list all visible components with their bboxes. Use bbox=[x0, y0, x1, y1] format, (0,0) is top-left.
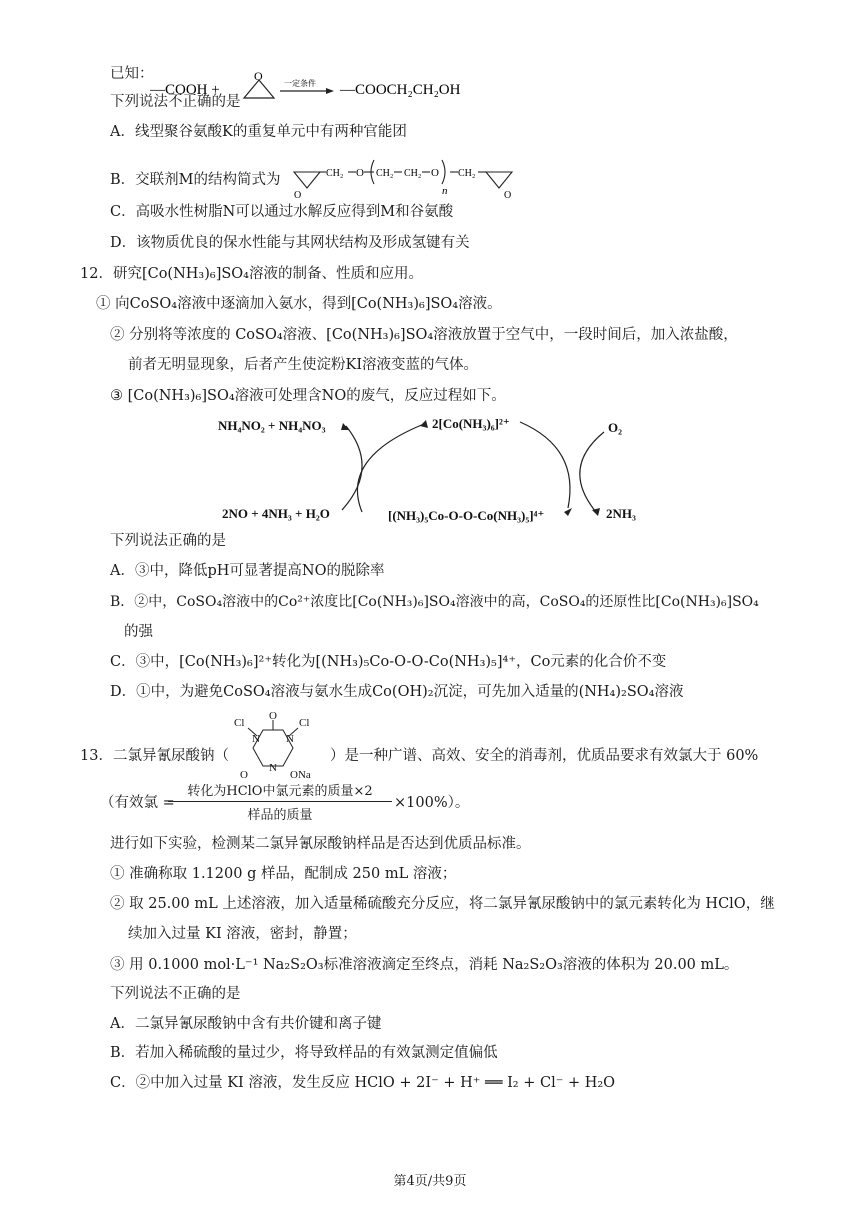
svg-text:Cl: Cl bbox=[299, 717, 310, 729]
svg-text:2NH₃: 2NH₃ bbox=[606, 506, 636, 521]
left-arc-up bbox=[342, 426, 362, 510]
svg-text:Cl: Cl bbox=[234, 717, 245, 729]
svg-text:O: O bbox=[356, 167, 364, 179]
q12-option-d: D．①中，为避免CoSO₄溶液与氨水生成Co(OH)₂沉淀，可先加入适量的(NH₄)₂SO₄溶液 bbox=[110, 684, 684, 700]
arrow-head-icon bbox=[564, 508, 572, 516]
svg-text:CH₂: CH₂ bbox=[326, 168, 344, 179]
page-number: 第4页/共9页 bbox=[393, 1174, 467, 1189]
svg-text:N: N bbox=[269, 762, 277, 774]
right-paren bbox=[442, 160, 445, 184]
reaction-condition: 一定条件 bbox=[284, 79, 316, 88]
q11-option-a: A．线型聚谷氨酸K的重复单元中有两种官能团 bbox=[110, 124, 407, 140]
svg-text:O: O bbox=[431, 167, 439, 179]
left-epoxide-icon bbox=[294, 172, 320, 188]
arrow-head-icon bbox=[420, 420, 428, 428]
svg-text:O₂: O₂ bbox=[608, 420, 623, 435]
arrow-head-icon bbox=[326, 88, 334, 94]
svg-text:ONa: ONa bbox=[290, 769, 311, 781]
left-arc-to-top bbox=[357, 424, 424, 512]
q12-step2-line2: 前者无明显现象，后者产生使淀粉KI溶液变蓝的气体。 bbox=[128, 357, 479, 373]
q13-intro: 进行如下实验，检测某二氯异氰尿酸钠样品是否达到优质品标准。 bbox=[110, 836, 531, 852]
svg-text:O: O bbox=[294, 190, 302, 200]
q12-option-b-line1: B．②中，CoSO₄溶液中的Co²⁺浓度比[Co(NH₃)₆]SO₄溶液中的高，CoSO₄的还原性比[Co(NH₃)₆]SO₄ bbox=[110, 594, 759, 610]
q12-option-a: A．③中，降低pH可显著提高NO的脱除率 bbox=[110, 563, 385, 579]
effective-chlorine-fraction bbox=[168, 780, 392, 823]
svg-text:O: O bbox=[504, 190, 512, 200]
svg-text:2[Co(NH₃)₆]²⁺: 2[Co(NH₃)₆]²⁺ bbox=[432, 416, 510, 431]
q12-option-b-line2: 的强 bbox=[124, 624, 153, 640]
svg-text:CH₂: CH₂ bbox=[376, 168, 394, 179]
q13-prompt: 下列说法不正确的是 bbox=[110, 986, 241, 1002]
q12-step3: ③ [Co(NH₃)₆]SO₄溶液可处理含NO的废气，反应过程如下。 bbox=[110, 388, 506, 404]
right-arc-down bbox=[520, 422, 570, 508]
crosslinker-m-structure bbox=[290, 150, 530, 204]
formula-prefix: （有效氯 = bbox=[100, 795, 175, 811]
svg-text:N: N bbox=[286, 733, 294, 745]
svg-text:CH₂: CH₂ bbox=[404, 168, 422, 179]
q11-option-c: C．高吸水性树脂N可以通过水解反应得到M和谷氨酸 bbox=[110, 204, 454, 220]
q12-option-c: C．③中，[Co(NH₃)₆]²⁺转化为[(NH₃)₅Co-O-O-Co(NH₃)₅]⁴⁺，Co元素的化合价不变 bbox=[110, 654, 667, 670]
reaction-left: —COOH + bbox=[150, 82, 220, 98]
known-label: 已知： bbox=[110, 66, 154, 82]
q12-step2-line1: ② 分别将等浓度的 CoSO₄溶液、[Co(NH₃)₆]SO₄溶液放置于空气中，一段时间后，加入浓盐酸， bbox=[110, 327, 738, 343]
right-arc-out bbox=[580, 432, 604, 512]
q12-stem: 12．研究[Co(NH₃)₆]SO₄溶液的制备、性质和应用。 bbox=[80, 266, 423, 282]
q11-prompt: 下列说法不正确的是 bbox=[110, 94, 241, 110]
q13-stem-b: ）是一种广谱、高效、安全的消毒剂，优质品要求有效氯大于 60% bbox=[330, 748, 759, 764]
svg-text:O: O bbox=[240, 769, 248, 781]
q13-step2-line2: 续加入过量 KI 溶液，密封，静置； bbox=[128, 926, 357, 942]
q13-stem-a: 13．二氯异氰尿酸钠（ bbox=[80, 748, 229, 764]
right-epoxide-icon bbox=[486, 172, 512, 188]
svg-text:CH₂: CH₂ bbox=[458, 168, 476, 179]
svg-text:n: n bbox=[442, 185, 448, 197]
svg-text:[(NH₃)₅Co-O-O-Co(NH₃)₅]⁴⁺: [(NH₃)₅Co-O-O-Co(NH₃)₅]⁴⁺ bbox=[388, 508, 545, 523]
svg-text:2NO + 4NH₃ + H₂O: 2NO + 4NH₃ + H₂O bbox=[222, 506, 330, 521]
arrow-head-icon bbox=[341, 423, 349, 430]
fraction-numerator: 转化为HClO中氯元素的质量×2 bbox=[168, 780, 392, 802]
q13-option-c: C．②中加入过量 KI 溶液，发生反应 HClO + 2I⁻ + H⁺ ══ I₂ + Cl⁻ + H₂O bbox=[110, 1075, 616, 1091]
q13-option-b: B．若加入稀硫酸的量过少，将导致样品的有效氯测定值偏低 bbox=[110, 1045, 498, 1061]
svg-text:N: N bbox=[252, 733, 260, 745]
q12-step1: ① 向CoSO₄溶液中逐滴加入氨水，得到[Co(NH₃)₆]SO₄溶液。 bbox=[96, 296, 502, 312]
q13-option-a: A．二氯异氰尿酸钠中含有共价键和离子键 bbox=[110, 1016, 382, 1032]
q11-option-d: D．该物质优良的保水性能与其网状结构及形成氢键有关 bbox=[110, 235, 470, 251]
q13-step1: ① 准确称取 1.1200 g 样品，配制成 250 mL 溶液； bbox=[110, 866, 457, 882]
q13-step2-line1: ② 取 25.00 mL 上述溶液，加入适量稀硫酸充分反应，将二氯异氰尿酸钠中的氯元素转化为 HClO，继 bbox=[110, 896, 775, 912]
epoxide-o: O bbox=[254, 69, 263, 83]
fraction-denominator: 样品的质量 bbox=[247, 808, 313, 823]
q12-prompt: 下列说法正确的是 bbox=[110, 533, 226, 549]
q13-step3: ③ 用 0.1000 mol·L⁻¹ Na₂S₂O₃标准溶液滴定至终点，消耗 Na₂S₂O₃溶液的体积为 20.00 mL。 bbox=[110, 957, 739, 973]
formula-suffix: ×100%）。 bbox=[394, 795, 470, 811]
reaction-right: —COOCH₂CH₂OH bbox=[340, 82, 461, 98]
svg-text:NH₄NO₂ + NH₄NO₃: NH₄NO₂ + NH₄NO₃ bbox=[218, 418, 326, 433]
svg-text:O: O bbox=[269, 710, 277, 722]
q11-option-b: B．交联剂M的结构简式为 bbox=[110, 172, 281, 188]
no-removal-cycle-diagram bbox=[200, 408, 670, 532]
